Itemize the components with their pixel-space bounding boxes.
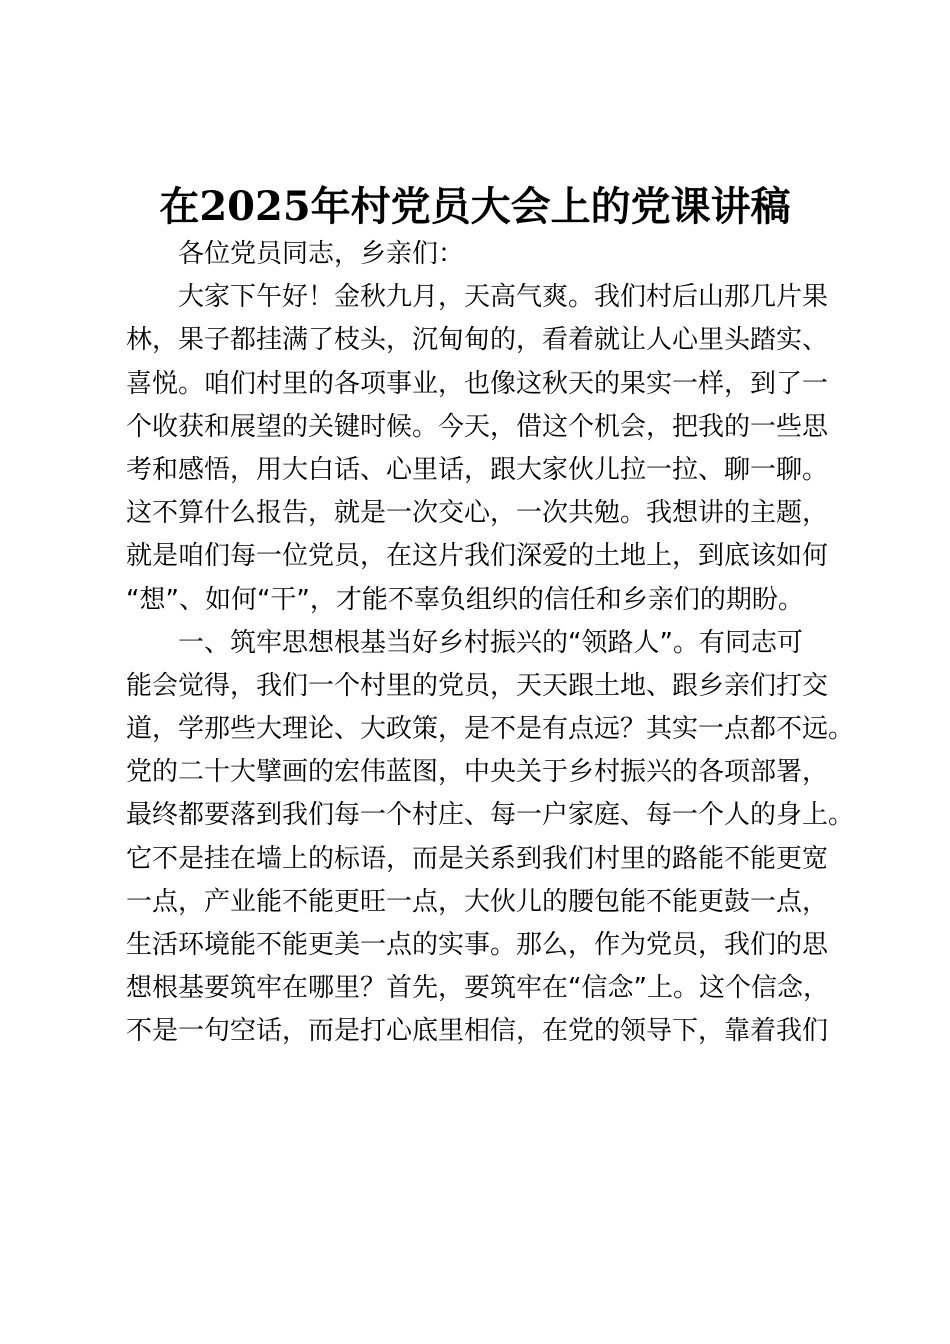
paragraph-line: 最终都要落到我们每一个村庄、每一户家庭、每一个人的身上。 — [126, 800, 855, 831]
paragraph-line: 一点，产业能不能更旺一点，大伙儿的腰包能不能更鼓一点， — [126, 886, 829, 917]
paragraph-line: 个收获和展望的关键时候。今天，借这个机会，把我的一些思 — [126, 411, 829, 442]
paragraph-line: 道，学那些大理论、大政策，是不是有点远？其实一点都不远。 — [126, 714, 855, 745]
paragraph-line: 喜悦。咱们村里的各项事业，也像这秋天的果实一样，到了一 — [126, 368, 829, 399]
salutation-line: 各位党员同志，乡亲们： — [178, 239, 465, 269]
paragraph-line: 党的二十大擘画的宏伟蓝图，中央关于乡村振兴的各项部署， — [126, 757, 829, 788]
paragraph-line: 想根基要筑牢在哪里？首先，要筑牢在“信念”上。这个信念， — [126, 973, 829, 1004]
paragraph-line: 不是一句空话，而是打心底里相信，在党的领导下，靠着我们 — [126, 1016, 829, 1047]
paragraph-line: 一、筑牢思想根基当好乡村振兴的“领路人”。有同志可 — [178, 627, 803, 658]
paragraph-line: 林，果子都挂满了枝头，沉甸甸的，看着就让人心里头踏实、 — [126, 325, 829, 356]
paragraph-line: 它不是挂在墙上的标语，而是关系到我们村里的路能不能更宽 — [126, 843, 829, 874]
paragraph-line: 考和感悟，用大白话、心里话，跟大家伙儿拉一拉、聊一聊。 — [126, 454, 829, 485]
paragraph-line: 能会觉得，我们一个村里的党员，天天跟土地、跟乡亲们打交 — [126, 670, 829, 701]
paragraph-line: 生活环境能不能更美一点的实事。那么，作为党员，我们的思 — [126, 930, 829, 960]
paragraph-line: 这不算什么报告，就是一次交心，一次共勉。我想讲的主题， — [126, 498, 829, 529]
paragraph-line: “想”、如何“干”，才能不辜负组织的信任和乡亲们的期盼。 — [126, 584, 804, 615]
document-body — [126, 233, 855, 1054]
paragraph-line: 就是咱们每一位党员，在这片我们深爱的土地上，到底该如何 — [126, 541, 829, 572]
paragraph-line: 大家下午好！金秋九月，天高气爽。我们村后山那几片果 — [178, 282, 829, 313]
document-title: 在2025年村党员大会上的党课讲稿 — [159, 183, 791, 230]
